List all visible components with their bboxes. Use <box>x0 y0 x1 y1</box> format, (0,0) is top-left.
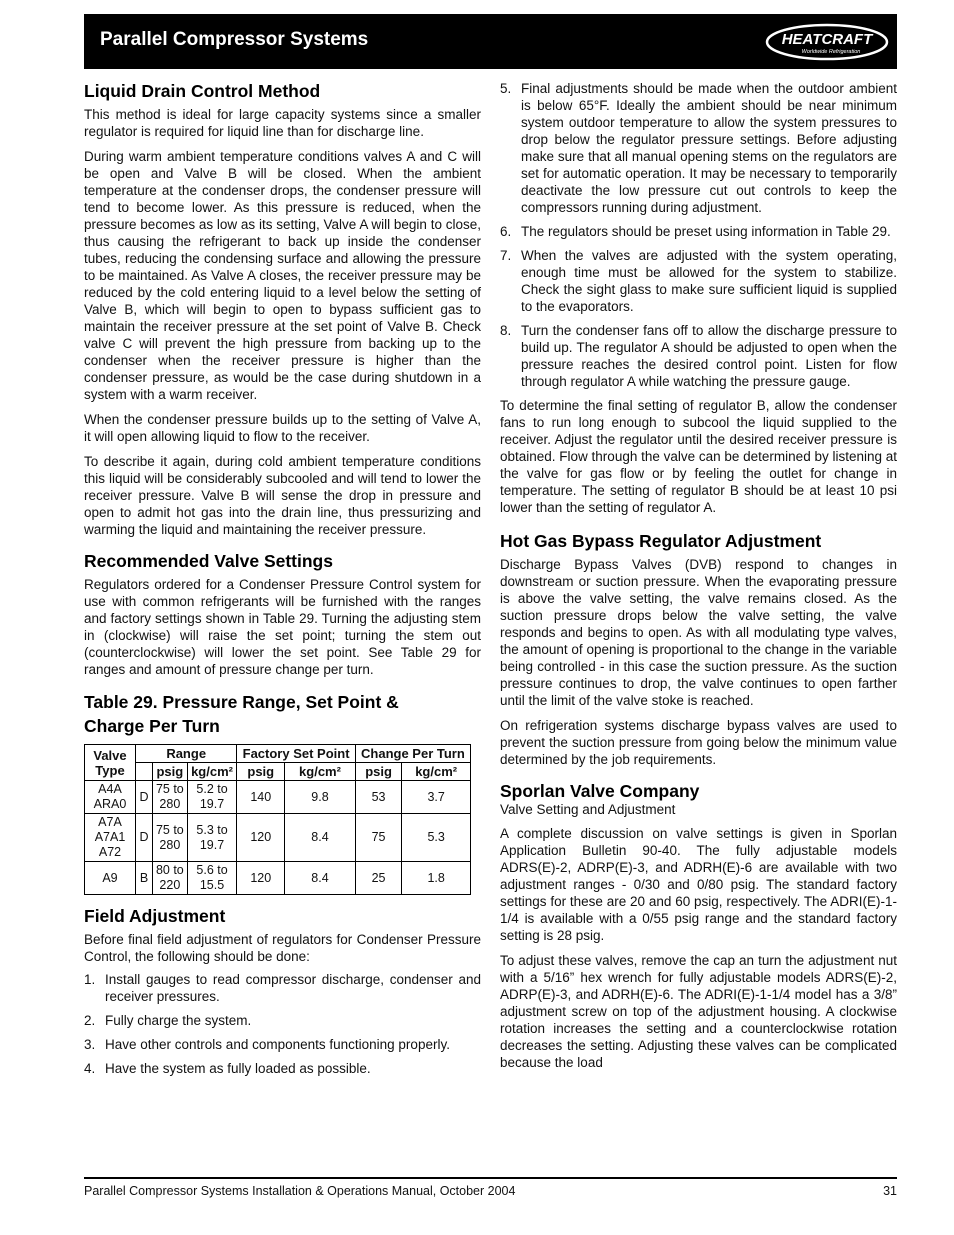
footer-divider <box>84 1177 897 1179</box>
cell-chg-psig: 25 <box>355 862 401 895</box>
cell-letter: D <box>136 781 153 814</box>
cell-range-psig: 80 to 220 <box>153 862 188 895</box>
field-adjustment-heading: Field Adjustment <box>84 906 226 926</box>
recommended-heading: Recommended Valve Settings <box>84 551 333 571</box>
col-range-psig: psig <box>153 763 188 781</box>
cell-chg-kg: 3.7 <box>402 781 471 814</box>
cell-type: A7A A7A1 A72 <box>85 814 136 862</box>
liquid-drain-heading: Liquid Drain Control Method <box>84 81 321 101</box>
sporlan-p2: To adjust these valves, remove the cap an turn the adjustment nut with a 5/16” hex wrench for fully adjustable models ADRS(E)-2, ADRP(E)-3, and ADRH(E)-6. The ADRI(E)-1-1/4 model has a 3/8” adjustment screw on top of the adjustment housing. A clockwise rotation increases the setting and a counterclockwise rotation decreases the setting. Adjusting these valves can be complicated because the load <box>500 953 897 1070</box>
step-number: 8. <box>500 323 512 338</box>
list-item <box>500 80 897 216</box>
col-range-kg: kg/cm² <box>187 763 237 781</box>
list-item <box>500 223 897 240</box>
list-item <box>84 971 481 1005</box>
table-row <box>85 781 471 814</box>
cell-range-psig: 75 to 280 <box>153 814 188 862</box>
col-valve-type: Valve Type <box>85 745 136 781</box>
heatcraft-logo <box>765 22 889 62</box>
step-number: 2. <box>84 1013 96 1028</box>
step-text: Install gauges to read compressor discharge, condenser and receiver pressures. <box>105 972 481 1004</box>
cell-chg-kg: 5.3 <box>402 814 471 862</box>
table-row <box>85 862 471 895</box>
col-letter-spacer <box>136 763 153 781</box>
page-number: 31 <box>883 1184 897 1198</box>
cell-range-kg: 5.2 to 19.7 <box>187 781 237 814</box>
cell-set-kg: 9.8 <box>285 781 356 814</box>
cell-range-kg: 5.3 to 19.7 <box>187 814 237 862</box>
cell-chg-psig: 53 <box>355 781 401 814</box>
cell-chg-psig: 75 <box>355 814 401 862</box>
col-set-kg: kg/cm² <box>285 763 356 781</box>
hot-gas-p2: On refrigeration systems discharge bypass valves are used to prevent the suction pressure from going below the minimum value determined by the job requirements. <box>500 718 897 767</box>
step-text: Turn the condenser fans off to allow the discharge pressure to build up. The regulator A should be adjusted to open when the pressure reaches the desired control point. Listen for flow through regulator A while watching the pressure gauge. <box>521 323 897 389</box>
right-column <box>500 80 897 1079</box>
logo-text: HEATCRAFT <box>781 31 873 48</box>
step-number: 4. <box>84 1061 96 1076</box>
step-number: 6. <box>500 224 512 239</box>
logo-tagline: Worldwide Refrigeration <box>801 49 861 55</box>
cell-type: A9 <box>85 862 136 895</box>
list-item <box>84 1060 481 1077</box>
step-number: 3. <box>84 1037 96 1052</box>
sporlan-heading: Sporlan Valve Company <box>500 781 700 801</box>
liquid-drain-p2: During warm ambient temperature conditions valves A and C will be open and Valve B will be closed. When the ambient temperature at the condenser drops, the condenser pressure will tend to become lower. As this pressure is reduced, when the pressure becomes as low as its setting, Valve A will begin to close, thus causing the refrigerant to back up inside the condenser tubes, reducing the condensing surface and allowing the pressure to be maintained. As Valve A closes, the receiver pressure may be reduced by the cold entering liquid to a level below the setting of Valve B, which will begin to open to bypass sufficient gas to maintain the receiver pressure at the set point of Valve B. Check valve C will prevent the high pressure from backing up to the condenser when the receiver pressure is higher than the condenser pressure, as would be the case during shutdown in a system with a warm receiver. <box>84 149 481 402</box>
recommended-p1: Regulators ordered for a Condenser Pressure Control system for use with common refrigerants will be furnished with the ranges and factory settings shown in Table 29. Turning the adjusting stem in (clockwise) will raise the set point; turning the stem out (counterclockwise) will lower the set point. See Table 29 for ranges and amount of pressure change per turn. <box>84 577 481 677</box>
cell-set-psig: 120 <box>237 814 285 862</box>
col-factory: Factory Set Point <box>237 745 355 763</box>
liquid-drain-p4: To describe it again, during cold ambient temperature conditions this liquid will be considerably subcooled and will tend to lower the receiver pressure. Valve B will sense the drop in pressure and open to admit hot gas into the drain line, thus pressurizing and warming the liquid and maintaining the receiver pressure. <box>84 454 481 537</box>
list-item <box>84 1012 481 1029</box>
step-text: Final adjustments should be made when the outdoor ambient is below 65°F. Ideally the ambient should be near minimum system outdoor temperature to allow the system pressures to drop below the regulator pressure settings. Before adjusting make sure that all manual opening stems on the regulators are set for automatic operation. It may be necessary to temporarily deactivate the low pressure cut out controls to keep the compressors running during adjustment. <box>521 81 897 215</box>
adjustment-steps-continued <box>500 80 897 390</box>
step-text: Fully charge the system. <box>105 1013 252 1028</box>
step-number: 7. <box>500 248 512 263</box>
cell-set-psig: 120 <box>237 862 285 895</box>
table-body <box>85 781 471 895</box>
col-range: Range <box>136 745 237 763</box>
cell-range-kg: 5.6 to 15.5 <box>187 862 237 895</box>
hot-gas-heading: Hot Gas Bypass Regulator Adjustment <box>500 531 822 551</box>
liquid-drain-p1: This method is ideal for large capacity systems since a smaller regulator is required for liquid line than for discharge line. <box>84 107 481 139</box>
cell-set-psig: 140 <box>237 781 285 814</box>
footer-text: Parallel Compressor Systems Installation & Operations Manual, October 2004 <box>84 1184 516 1198</box>
list-item <box>84 1036 481 1053</box>
liquid-drain-p3: When the condenser pressure builds up to the setting of Valve A, it will open allowing liquid to flow to the receiver. <box>84 412 481 444</box>
page-title: Parallel Compressor Systems <box>100 29 369 50</box>
list-item <box>500 247 897 315</box>
table-row <box>85 814 471 862</box>
left-column <box>84 80 481 1084</box>
cell-set-kg: 8.4 <box>285 862 356 895</box>
sporlan-subheading: Valve Setting and Adjustment <box>500 802 676 817</box>
col-chg-kg: kg/cm² <box>402 763 471 781</box>
cell-set-kg: 8.4 <box>285 814 356 862</box>
step-text: Have other controls and components functioning properly. <box>105 1037 450 1052</box>
table-title-line2: Charge Per Turn <box>84 716 220 736</box>
step-number: 5. <box>500 81 512 96</box>
table-title <box>84 690 481 738</box>
table-title-line1: Table 29. Pressure Range, Set Point & <box>84 692 399 712</box>
cell-letter: D <box>136 814 153 862</box>
col-change: Change Per Turn <box>355 745 470 763</box>
sporlan-p1: A complete discussion on valve settings is given in Sporlan Application Bulletin 90-40. The fully adjustable models ADRS(E)-2, ADRP(E)-3, and ADRH(E)-6 are available with two adjustment ranges - 0/30 and 0/80 psig. The standard factory settings for these are 20 and 60 psig, respectively. The ADRI(E)-1-1/4 is available with a 0/55 psig range and the standard factory setting is 28 psig. <box>500 826 897 943</box>
page-header <box>84 14 897 69</box>
col-chg-psig: psig <box>355 763 401 781</box>
step-text: Have the system as fully loaded as possible. <box>105 1061 371 1076</box>
step-text: The regulators should be preset using information in Table 29. <box>521 224 891 239</box>
cell-type: A4A ARA0 <box>85 781 136 814</box>
step-number: 1. <box>84 972 96 987</box>
hot-gas-p1: Discharge Bypass Valves (DVB) respond to changes in downstream or suction pressure. When the evaporating pressure is above the valve setting, the valve remains closed. As the suction pressure drops below the valve setting, the valve responds and begins to open. As with all modulating type valves, the amount of opening is proportional to the change in the variable being controlled - in this case the suction pressure. As the suction pressure continues to drop, the valve continues to open farther until the limit of the valve stoke is reached. <box>500 557 897 708</box>
list-item <box>500 322 897 390</box>
field-adjustment-steps <box>84 971 481 1077</box>
final-setting-p: To determine the final setting of regulator B, allow the condenser fans to run long enough to subcool the liquid supplied to the receiver. Adjust the regulator until the desired receiver pressure is obtained. Flow through the valve can be determined by listening at the valve for gas flow or by feeling the outlet for change in temperature. The setting of regulator B should be at least 10 psi lower than the setting of regulator A. <box>500 398 897 515</box>
step-text: When the valves are adjusted with the system operating, enough time must be allowed for the system to stabilize. Check the sight glass to make sure sufficient liquid is supplied to the evaporators. <box>521 248 897 314</box>
pressure-range-table <box>84 744 471 895</box>
cell-chg-kg: 1.8 <box>402 862 471 895</box>
field-adjustment-p1: Before final field adjustment of regulators for Condenser Pressure Control, the following should be done: <box>84 932 481 964</box>
col-set-psig: psig <box>237 763 285 781</box>
cell-letter: B <box>136 862 153 895</box>
cell-range-psig: 75 to 280 <box>153 781 188 814</box>
